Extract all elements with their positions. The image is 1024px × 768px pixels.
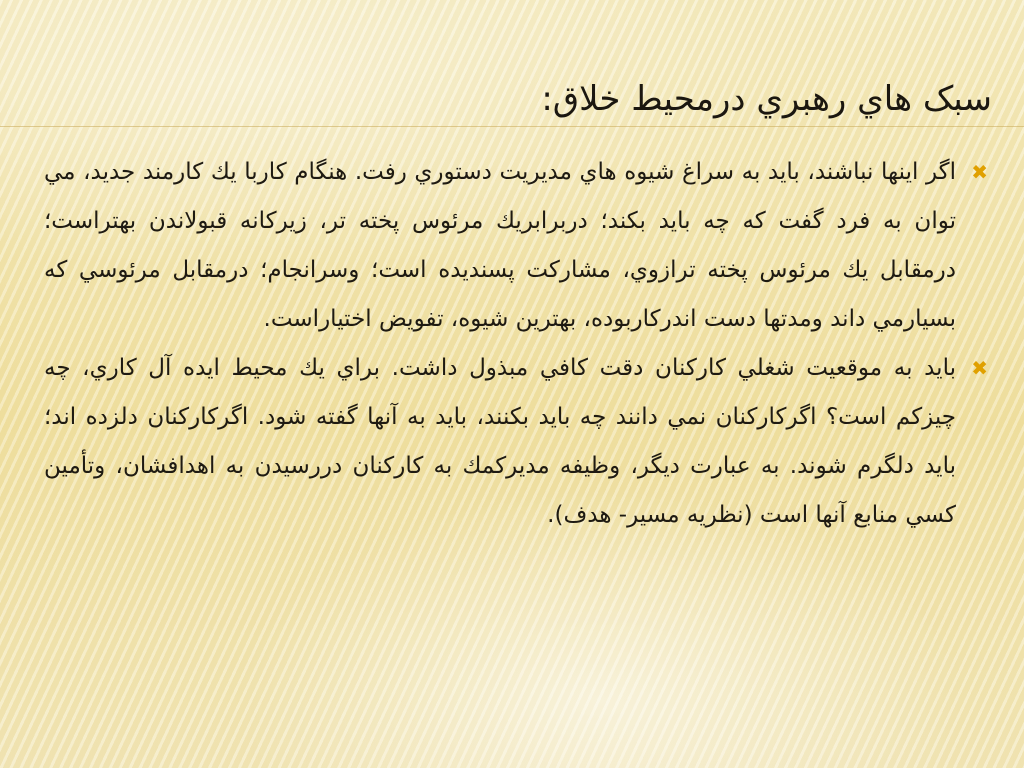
slide-title: سبک هاي رهبري درمحيط خلاق: bbox=[541, 79, 992, 119]
bullet-item-1 bbox=[44, 148, 990, 344]
bullet-item-2 bbox=[44, 344, 990, 540]
bullet-text-2: بايد به موقعيت شغلي كاركنان دقت كافي مبذول داشت. براي يك محيط ايده آل كاري، چه چيزكم است؟ اگركاركنان نمي دانند چه بايد بكنند، بايد به آنها گفته شود. اگركاركنان دلزده اند؛ بايد دلگرم شوند. به عبارت ديگر، وظيفه مديركمك به كاركنان دررسيدن به اهدافشان، وتأمين كسي منابع آنها است (نظريه مسير- هدف). bbox=[44, 355, 956, 528]
slide-body bbox=[44, 148, 990, 540]
bullet-text-1: اگر اينها نباشند، بايد به سراغ شيوه هاي مديريت دستوري رفت. هنگام كاربا يك كارمند جديد، مي توان به فرد گفت كه چه بايد بكند؛ دربرابريك مرئوس پخته تر، زيركانه قبولاندن بهتراست؛ درمقابل يك مرئوس پخته ترازوي، مشاركت پسنديده است؛ وسرانجام؛ درمقابل مرئوسي كه بسيارمي داند ومدتها دست اندركاربوده، بهترين شيوه، تفويض اختياراست. bbox=[44, 159, 956, 332]
x-bullet-icon: ✖ bbox=[971, 160, 988, 184]
x-bullet-icon: ✖ bbox=[971, 356, 988, 380]
title-divider bbox=[0, 126, 1024, 127]
